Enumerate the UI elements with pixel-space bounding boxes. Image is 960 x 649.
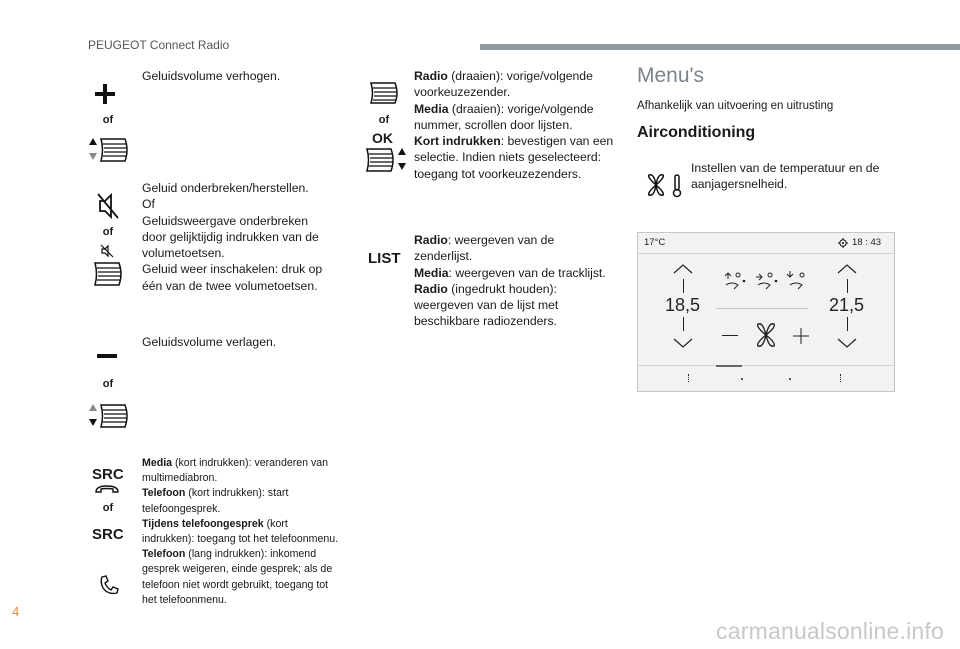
or-label: of: [102, 114, 114, 126]
term-text: (draaien): vorige/volgende: [448, 101, 594, 116]
mute-description: [142, 180, 322, 294]
src-description: [142, 456, 352, 608]
climate-screen: [637, 232, 895, 392]
right-temp-up-icon[interactable]: [836, 263, 858, 275]
term: Media: [142, 457, 173, 469]
text-line: [414, 68, 614, 84]
text-line: aanjagersnelheid.: [691, 177, 788, 192]
screen-status-bar: [638, 233, 894, 254]
text-line: [142, 547, 352, 562]
text-line: [414, 133, 614, 149]
outside-temperature: 17°C: [644, 237, 666, 248]
subsection-title: Airconditioning: [637, 124, 756, 141]
volume-up-text: Geluidsvolume verhogen.: [142, 69, 281, 83]
left-temp-tick: [683, 279, 684, 293]
term-text: (kort: [263, 517, 288, 530]
climate-fan-temp-icon: [643, 172, 687, 198]
term-text: : bevestigen van een: [500, 134, 614, 149]
page-dot: [789, 378, 791, 380]
text-line: volumetoetsen.: [142, 246, 225, 261]
text-line: Instellen van de temperatuur en de: [691, 161, 880, 175]
divider: [716, 308, 808, 309]
screen-bottom-bar: [638, 365, 894, 392]
term-text: : weergeven van de tracklijst.: [448, 265, 606, 280]
fan-decrease-button[interactable]: [722, 335, 738, 336]
text-line: Geluid weer inschakelen: druk op: [142, 262, 323, 277]
page-dot: [741, 378, 743, 380]
text-line: nummer, scrollen door lijsten.: [414, 117, 573, 132]
active-tab-indicator: [716, 365, 742, 367]
text-line: multimediabron.: [142, 472, 218, 485]
volume-wheel-icon: [88, 402, 130, 430]
right-temp-down-icon[interactable]: [836, 337, 858, 349]
page-number: 4: [12, 604, 20, 619]
term: Radio: [414, 233, 448, 247]
left-temp-tick: [683, 317, 684, 331]
left-temp-down-icon[interactable]: [672, 337, 694, 349]
term: Media: [414, 101, 449, 116]
text-line: [142, 456, 352, 471]
text-line: weergeven van de lijst met: [414, 298, 559, 313]
volume-down-text: Geluidsvolume verlagen.: [142, 335, 277, 349]
term: Telefoon: [142, 487, 186, 500]
term-text: (ingedrukt houden):: [447, 281, 557, 296]
term: Telefoon: [142, 548, 186, 561]
minus-icon: [96, 352, 118, 360]
volume-wheel-icon: [88, 136, 130, 164]
fan-increase-button[interactable]: [792, 327, 810, 345]
text-line: [414, 101, 614, 117]
text-line: door gelijktijdig indrukken van de: [142, 229, 319, 244]
text-line: [414, 232, 614, 265]
src-label: SRC: [92, 526, 124, 543]
or-label: of: [102, 502, 114, 514]
rotary-wheel-icon: [368, 80, 400, 106]
mute-icon: [96, 192, 120, 220]
text-line: Of: [142, 197, 155, 212]
text-line: [142, 486, 352, 501]
term: Radio: [414, 281, 448, 296]
phone-handset-icon: [94, 484, 120, 494]
text-line: selectie. Indien niets geselecteerd:: [414, 150, 601, 165]
src-label: SRC: [92, 466, 124, 483]
or-label: of: [102, 226, 114, 238]
ok-label: OK: [372, 130, 393, 146]
list-description: [414, 232, 614, 330]
fan-icon: [752, 321, 780, 349]
section-title: Menu's: [637, 64, 705, 87]
page-header: PEUGEOT Connect Radio: [88, 38, 230, 52]
volume-wheel-icon: [92, 260, 124, 288]
or-label: of: [102, 378, 114, 390]
text-line: beschikbare radiozenders.: [414, 314, 557, 329]
ac-description: [691, 160, 891, 193]
or-label: of: [378, 114, 390, 126]
text-line: toegang tot voorkeuzezenders.: [414, 166, 582, 181]
term-text: (lang indrukken): inkomend: [185, 548, 317, 561]
header-bar: [480, 44, 960, 50]
right-temperature: 21,5: [829, 295, 865, 315]
rotary-description: [414, 68, 614, 182]
term: Radio: [414, 69, 448, 83]
phone-icon: [98, 574, 120, 596]
term-text: (kort indrukken): start: [185, 487, 289, 500]
text-line: [142, 517, 352, 532]
watermark: carmanualsonline.info: [716, 618, 944, 644]
text-line: voorkeuzezender.: [414, 85, 511, 100]
plus-icon: [94, 83, 116, 105]
mute-small-icon: [100, 244, 114, 258]
clock: 18 : 43: [852, 237, 882, 248]
term-text: (draaien): vorige/volgende: [447, 69, 593, 83]
term-text: : weergeven van de zenderlijst.: [414, 233, 555, 264]
air-distribution-icons[interactable]: [720, 269, 812, 291]
text-line: het telefoonmenu.: [142, 593, 227, 606]
rotary-ok-wheel-icon: [364, 146, 408, 174]
term: Tijdens telefoongesprek: [142, 517, 264, 530]
text-line: Geluidsweergave onderbreken: [142, 213, 308, 228]
right-temp-tick: [847, 317, 848, 331]
right-temp-tick: [847, 279, 848, 293]
text-line: Geluid onderbreken/herstellen.: [142, 181, 309, 195]
term: Kort indrukken: [414, 134, 501, 149]
text-line: gesprek weigeren, einde gesprek; als de: [142, 563, 333, 576]
text-line: telefoongesprek.: [142, 502, 221, 515]
text-line: [414, 265, 614, 281]
text-line: telefoon niet wordt gebruikt, toegang tot: [142, 578, 329, 591]
menu-dots-right[interactable]: [840, 374, 843, 382]
menu-dots-left[interactable]: [688, 374, 691, 382]
text-line: één van de twee volumetoetsen.: [142, 278, 318, 293]
text-line: [414, 281, 614, 297]
left-temp-up-icon[interactable]: [672, 263, 694, 275]
gps-icon: [838, 238, 848, 248]
term-text: (kort indrukken): veranderen van: [172, 457, 329, 469]
list-label: LIST: [368, 250, 401, 267]
term: Media: [414, 265, 449, 280]
section-intro: Afhankelijk van uitvoering en uitrusting: [637, 100, 834, 112]
left-temperature: 18,5: [665, 295, 701, 315]
text-line: indrukken): toegang tot het telefoonmenu.: [142, 533, 339, 546]
